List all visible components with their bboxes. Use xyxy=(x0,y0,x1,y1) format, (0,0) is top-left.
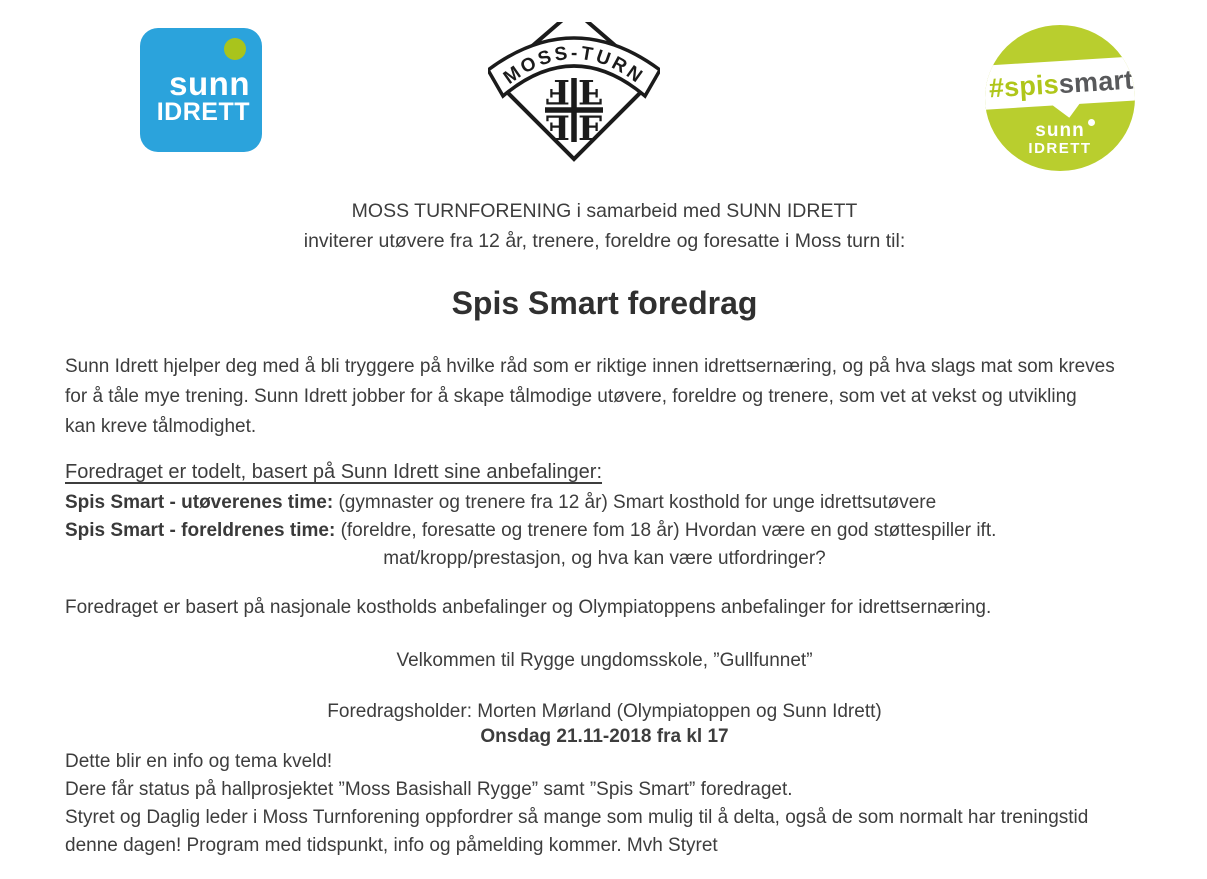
svg-text:F: F xyxy=(545,109,570,149)
four-f-cross-icon xyxy=(545,71,603,149)
footer-line-2: Dere får status på hallprosjektet ”Moss Basishall Rygge” samt ”Spis Smart” foredraget. xyxy=(65,779,793,800)
spis-smart-sunn-idrett xyxy=(985,122,1135,157)
program-item-parents-text: (foreldre, foresatte og trenere fom 18 år) Hvordan være en god støttespiller ift. xyxy=(335,520,997,541)
program-item-parents-label: Spis Smart - foreldrenes time: xyxy=(65,520,336,541)
svg-text:F: F xyxy=(578,71,603,111)
moss-turn-emblem xyxy=(488,22,660,167)
intro-line-3: kan kreve tålmodighet. xyxy=(65,416,257,437)
svg-text:F: F xyxy=(545,71,570,111)
footer-line-3a: Styret og Daglig leder i Moss Turnforening oppfordrer så mange som mulig til å delta, også de som normalt har treningstid xyxy=(65,807,1089,828)
footer-line-3b: denne dagen! Program med tidspunkt, info og påmelding kommer. Mvh Styret xyxy=(65,835,718,856)
page-title: Spis Smart foredrag xyxy=(451,285,758,321)
program-item-parents xyxy=(65,517,1144,545)
svg-text:F: F xyxy=(578,109,603,149)
spis-smart-idrett-text: IDRETT xyxy=(1028,140,1092,157)
basis-line: Foredraget er basert på nasjonale kostholds anbefalinger og Olympiatoppens anbefalinger for idrettsernæring. xyxy=(65,597,992,618)
intro-line-1: Sunn Idrett hjelper deg med å bli tryggere på hvilke råd som er riktige innen idrettsernæring, og på hva slags mat som kreves xyxy=(65,356,1115,377)
white-dot-icon xyxy=(1088,119,1095,126)
sunn-idrett-logo-line1: sunn xyxy=(169,65,250,102)
header-line-2: inviterer utøvere fra 12 år, trenere, foreldre og foresatte i Moss turn til: xyxy=(303,230,906,252)
footer-line-1: Dette blir en info og tema kveld! xyxy=(65,751,333,772)
spis-smart-banner-hash: #spis xyxy=(987,69,1060,104)
program-item-athletes xyxy=(65,489,1144,517)
program-item-athletes-label: Spis Smart - utøverenes time: xyxy=(65,492,334,513)
spis-smart-sunn-text: sunn xyxy=(1035,120,1085,141)
datetime-line: Onsdag 21.11-2018 fra kl 17 xyxy=(480,726,729,747)
speech-bubble-tail-icon xyxy=(1048,100,1083,119)
sunn-idrett-logo xyxy=(140,28,262,152)
moss-turn-banner-text: MOSS-TURN xyxy=(499,42,649,89)
header-line-1: MOSS TURNFORENING i samarbeid med SUNN IDRETT xyxy=(351,200,858,222)
program-item-parents-continuation: mat/kropp/prestasjon, og hva kan være utfordringer? xyxy=(383,548,826,569)
intro-line-2: for å tåle mye trening. Sunn Idrett jobber for å skape tålmodige utøvere, foreldre og trenere, som vet at vekst og utvikling xyxy=(65,386,1077,407)
spis-smart-banner-smart: smart xyxy=(1057,64,1135,100)
program-item-athletes-text: (gymnaster og trenere fra 12 år) Smart kosthold for unge idrettsutøvere xyxy=(333,492,937,513)
sunn-idrett-logo-line2: IDRETT xyxy=(156,98,250,126)
speaker-line: Foredragsholder: Morten Mørland (Olympiatoppen og Sunn Idrett) xyxy=(327,701,882,722)
intro-paragraph xyxy=(65,352,1144,442)
spis-smart-logo xyxy=(985,25,1135,171)
program-heading: Foredraget er todelt, basert på Sunn Idrett sine anbefalinger: xyxy=(65,461,603,483)
green-dot-icon xyxy=(224,38,246,60)
moss-turn-logo xyxy=(488,22,660,167)
venue-line: Velkommen til Rygge ungdomsskole, ”Gullfunnet” xyxy=(396,650,813,671)
